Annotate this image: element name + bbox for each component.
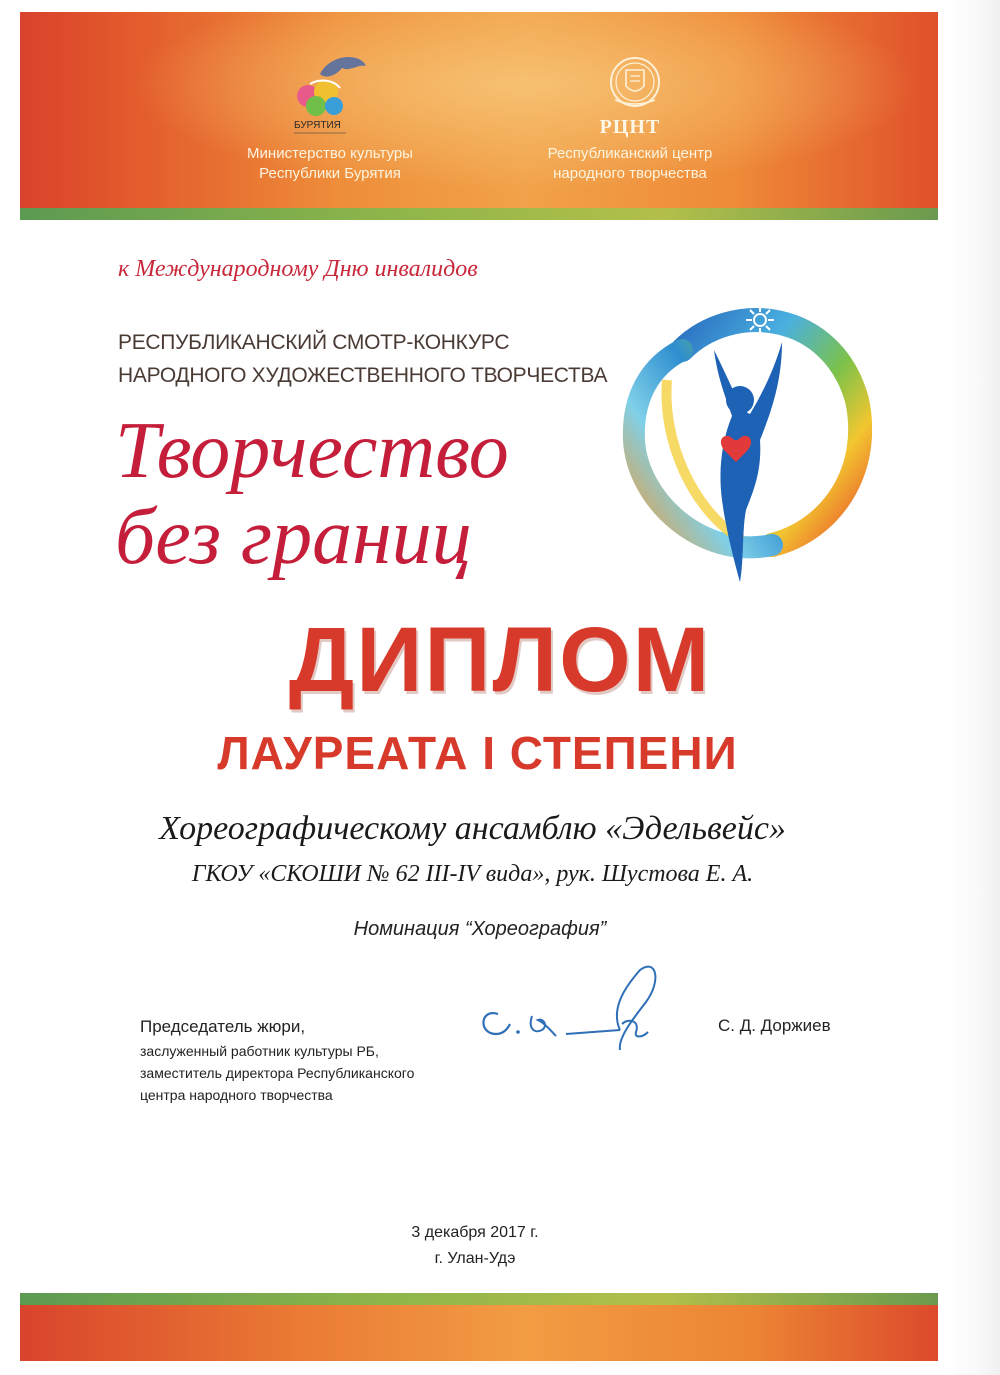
rcnt-block (480, 12, 780, 212)
contest-slogan (115, 408, 635, 580)
ministry-name (180, 144, 480, 184)
footer-band (20, 1293, 938, 1361)
contest-title (118, 326, 638, 392)
footer-green-stripe (20, 1293, 938, 1305)
ministry-name-line1: Министерство культуры (247, 145, 413, 162)
contest-title-line2: НАРОДНОГО ХУДОЖЕСТВЕННОГО ТВОРЧЕСТВА (118, 364, 608, 387)
jury-chair-role (140, 1014, 460, 1106)
rcnt-name-line1: Республиканский центр (547, 145, 713, 162)
jury-role-line4: центра народного творчества (140, 1087, 333, 1103)
rcnt-logo-text: РЦНТ (599, 116, 661, 138)
buryatia-logo-icon (290, 44, 370, 144)
nomination: Номинация “Хореография” (353, 918, 607, 940)
issue-place: г. Улан-Удэ (434, 1250, 516, 1267)
ministry-block (180, 12, 480, 212)
occasion-line: к Международному Дню инвалидов (118, 256, 478, 282)
slogan-line1: Творчество (115, 407, 509, 495)
date-place (0, 1220, 950, 1272)
jury-chair-name: С. Д. Доржиев (718, 1016, 831, 1035)
handwritten-signature (470, 958, 670, 1058)
ministry-name-line2: Республики Бурятия (259, 165, 401, 182)
contest-title-line1: РЕСПУБЛИКАНСКИЙ СМОТР-КОНКУРС (118, 331, 510, 354)
issue-date: 3 декабря 2017 г. (411, 1224, 539, 1241)
diploma-subtitle: ЛАУРЕАТА I СТЕПЕНИ (217, 727, 738, 779)
jury-role-line3: заместитель директора Республиканского (140, 1065, 415, 1081)
jury-role-line2: заслуженный работник культуры РБ, (140, 1043, 379, 1059)
recipient-name: Хореографическому ансамблю «Эдельвейс» (159, 810, 786, 847)
recipient-organization: ГКОУ «СКОШИ № 62 III-IV вида», рук. Шустова Е. А. (191, 861, 754, 887)
rainbow-ring-figure-icon (622, 290, 872, 590)
jury-role-lead: Председатель жюри, (140, 1017, 306, 1036)
diploma-title: ДИПЛОМ (288, 609, 712, 711)
slogan-line2: без границ (115, 493, 472, 581)
rcnt-name (480, 144, 780, 184)
header-green-stripe (20, 208, 938, 220)
rcnt-name-line2: народного творчества (553, 165, 707, 182)
header-band (20, 12, 938, 220)
buryatia-logo-text: БУРЯТИЯ (294, 120, 341, 131)
